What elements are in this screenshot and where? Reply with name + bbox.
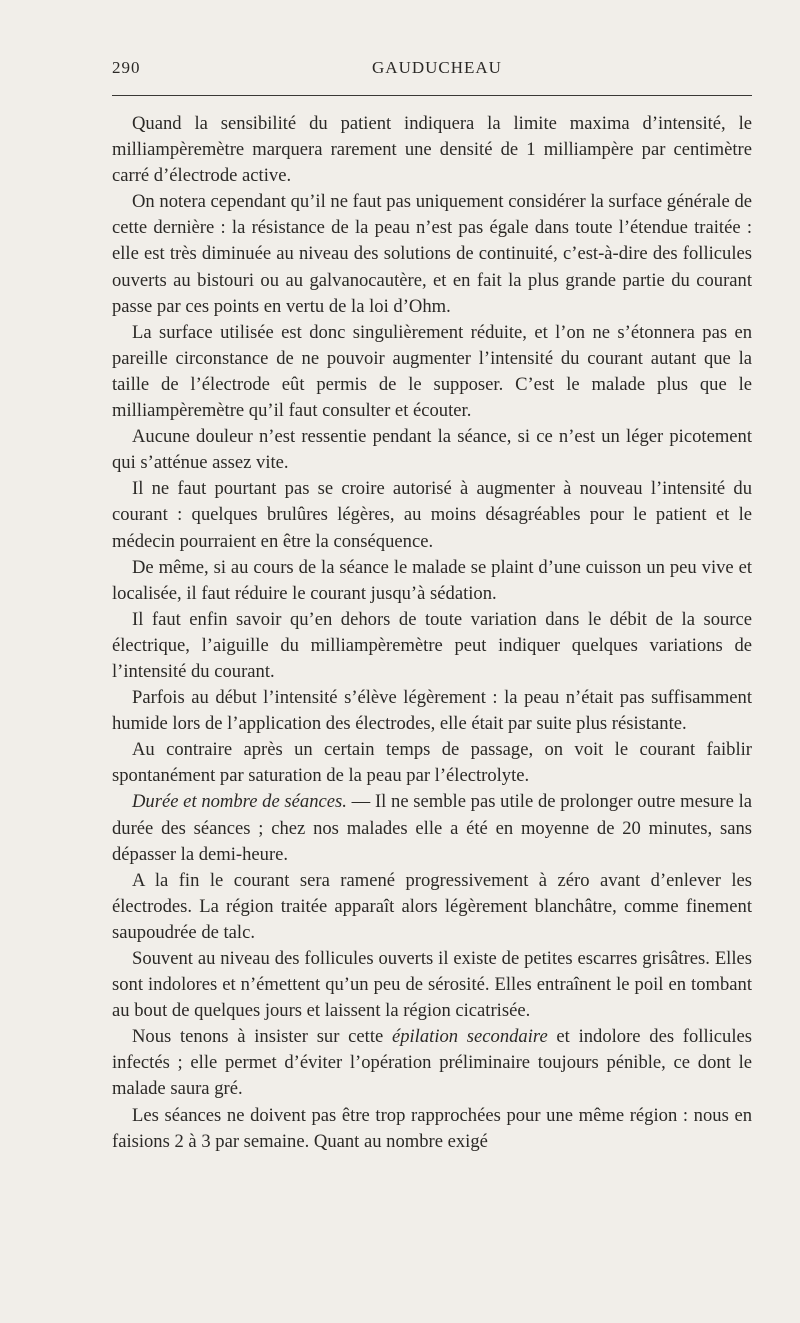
paragraph: Aucune douleur n’est ressentie pendant la séance, si ce n’est un léger picotement qui s’atténue assez vite. bbox=[112, 426, 752, 474]
page-header bbox=[112, 58, 752, 88]
emphasis: épilation secondaire bbox=[391, 1026, 548, 1048]
paragraph: Il ne faut pourtant pas se croire autorisé à augmenter à nouveau l’intensité du courant : quelques brulûres légères, au moins désagréables pour le patient et le médecin pourraient en être la conséquence. bbox=[112, 478, 752, 552]
paragraph: On notera cependant qu’il ne faut pas uniquement considérer la surface générale de cette dernière : la résistance de la peau n’est pas égale dans toute l’étendue traitée : elle est très diminuée au niveau des solutions de continuité, c’est-à-dire des follicules ouverts au bistouri ou au galvanocautère, et en fait la plus grande partie du courant passe par ces points en vertu de la loi d’Ohm. bbox=[112, 191, 752, 317]
paragraph: A la fin le courant sera ramené progressivement à zéro avant d’enlever les électrodes. La région traitée apparaît alors légèrement blanchâtre, comme finement saupoudrée de talc. bbox=[112, 869, 752, 943]
body-text bbox=[112, 111, 752, 1155]
paragraph-text: et indolore des follicules infectés ; elle permet d’éviter l’opération préliminaire toujours pénible, ce dont le malade saura gré. bbox=[112, 1026, 752, 1100]
paragraph bbox=[112, 1024, 752, 1102]
paragraph: Les séances ne doivent pas être trop rapprochées pour une même région : nous en faisions 2 à 3 par semaine. Quant au nombre exigé bbox=[112, 1104, 752, 1152]
paragraph: Il faut enfin savoir qu’en dehors de toute variation dans le débit de la source électrique, l’aiguille du milliampèremètre peut indiquer quelques variations de l’intensité du courant. bbox=[112, 608, 752, 682]
paragraph-section-start bbox=[112, 789, 752, 867]
paragraph-text: Nous tenons à insister sur cette bbox=[132, 1026, 392, 1048]
paragraph-text: — Il ne semble pas utile de prolonger outre mesure la durée des séances ; chez nos malades elle a été en moyenne de 20 minutes, sans dépasser la demi-heure. bbox=[112, 791, 752, 865]
paragraph: Au contraire après un certain temps de passage, on voit le courant faiblir spontanément par saturation de la peau par l’électrolyte. bbox=[112, 739, 752, 787]
running-head: GAUDUCHEAU bbox=[372, 58, 502, 77]
paragraph: Souvent au niveau des follicules ouverts il existe de petites escarres grisâtres. Elles sont indolores et n’émettent qu’un peu de sérosité. Elles entraînent le poil en tombant au bout de quelques jours et laissent la région cicatrisée. bbox=[112, 948, 752, 1022]
section-title: Durée et nombre de séances. bbox=[132, 791, 347, 813]
paragraph: La surface utilisée est donc singulièrement réduite, et l’on ne s’étonnera pas en pareille circonstance de ne pouvoir augmenter l’intensité du courant autant que la taille de l’électrode eût permis de le supposer. C’est le malade plus que le milliampèremètre qu’il faut consulter et écouter. bbox=[112, 321, 752, 422]
paragraph: Parfois au début l’intensité s’élève légèrement : la peau n’était pas suffisamment humide lors de l’application des électrodes, elle était par suite plus résistante. bbox=[112, 687, 752, 735]
page-number: 290 bbox=[112, 58, 141, 77]
header-rule bbox=[112, 95, 752, 96]
paragraph: Quand la sensibilité du patient indiquera la limite maxima d’intensité, le milliampèremètre marquera rarement une densité de 1 milliampère par centimètre carré d’électrode active. bbox=[112, 113, 752, 187]
paragraph: De même, si au cours de la séance le malade se plaint d’une cuisson un peu vive et localisée, il faut réduire le courant jusqu’à sédation. bbox=[112, 556, 752, 604]
